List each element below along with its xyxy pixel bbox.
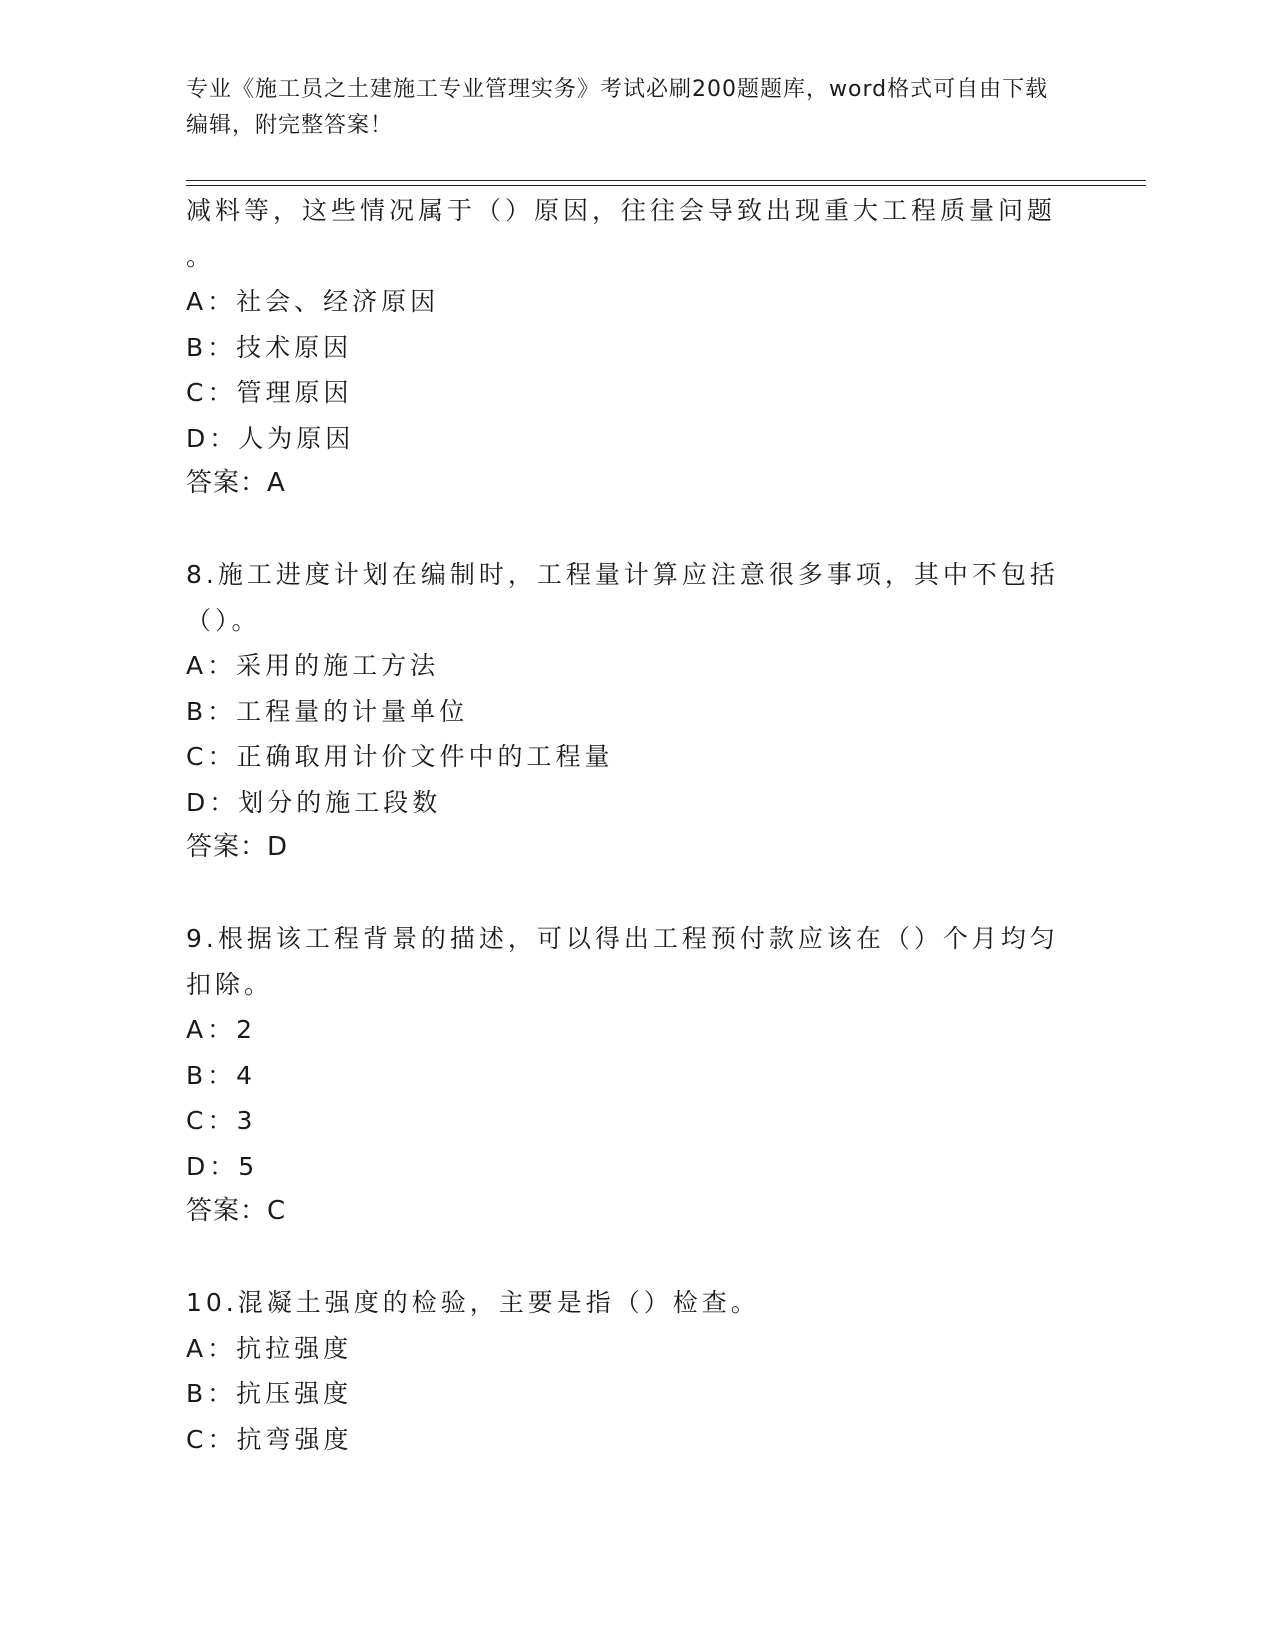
- header-divider-top: [186, 180, 1146, 181]
- question-9: [186, 916, 1086, 1235]
- header-divider-bottom: [186, 185, 1146, 186]
- option-a: A：采用的施工方法: [186, 651, 440, 680]
- option-b: B：4: [186, 1060, 257, 1090]
- answer: 答案：D: [186, 832, 289, 862]
- answer: 答案：C: [186, 1196, 287, 1226]
- question-text: 9.根据该工程背景的描述，可以得出工程预付款应该在（）个月均匀: [186, 924, 1059, 953]
- question-text: 减料等，这些情况属于（）原因，往往会导致出现重大工程质量问题: [186, 196, 1057, 225]
- question-text: 。: [186, 241, 216, 271]
- spacer: [186, 507, 1086, 553]
- document-body: [186, 188, 1086, 1462]
- question-text: （）。: [186, 605, 261, 635]
- document-header: [186, 72, 1066, 144]
- option-c: C：3: [186, 1106, 257, 1135]
- spacer: [186, 1235, 1086, 1281]
- question-7: [186, 188, 1086, 507]
- option-b: B：工程量的计量单位: [186, 696, 469, 726]
- question-10: [186, 1280, 1086, 1462]
- answer: 答案：A: [186, 468, 286, 498]
- question-8: [186, 552, 1086, 871]
- question-text: 10.混凝土强度的检验，主要是指（）检查。: [186, 1288, 760, 1317]
- option-c: C：正确取用计价文件中的工程量: [186, 742, 614, 771]
- option-a: A：2: [186, 1015, 257, 1044]
- option-d: D：划分的施工段数: [186, 787, 442, 817]
- option-c: C：抗弯强度: [186, 1424, 353, 1454]
- option-a: A：社会、经济原因: [186, 287, 440, 316]
- spacer: [186, 871, 1086, 917]
- question-text: 8.施工进度计划在编制时，工程量计算应注意很多事项，其中不包括: [186, 560, 1059, 589]
- option-c: C：管理原因: [186, 378, 353, 407]
- question-text: 扣除。: [186, 969, 274, 999]
- option-b: B：抗压强度: [186, 1379, 353, 1408]
- option-d: D：人为原因: [186, 423, 355, 453]
- option-a: A：抗拉强度: [186, 1333, 353, 1363]
- option-d: D：5: [186, 1151, 259, 1181]
- header-title: 专业《施工员之土建施工专业管理实务》考试必刷200题题库，word格式可自由下载编辑，附完整答案！: [186, 77, 1049, 138]
- option-b: B：技术原因: [186, 332, 353, 362]
